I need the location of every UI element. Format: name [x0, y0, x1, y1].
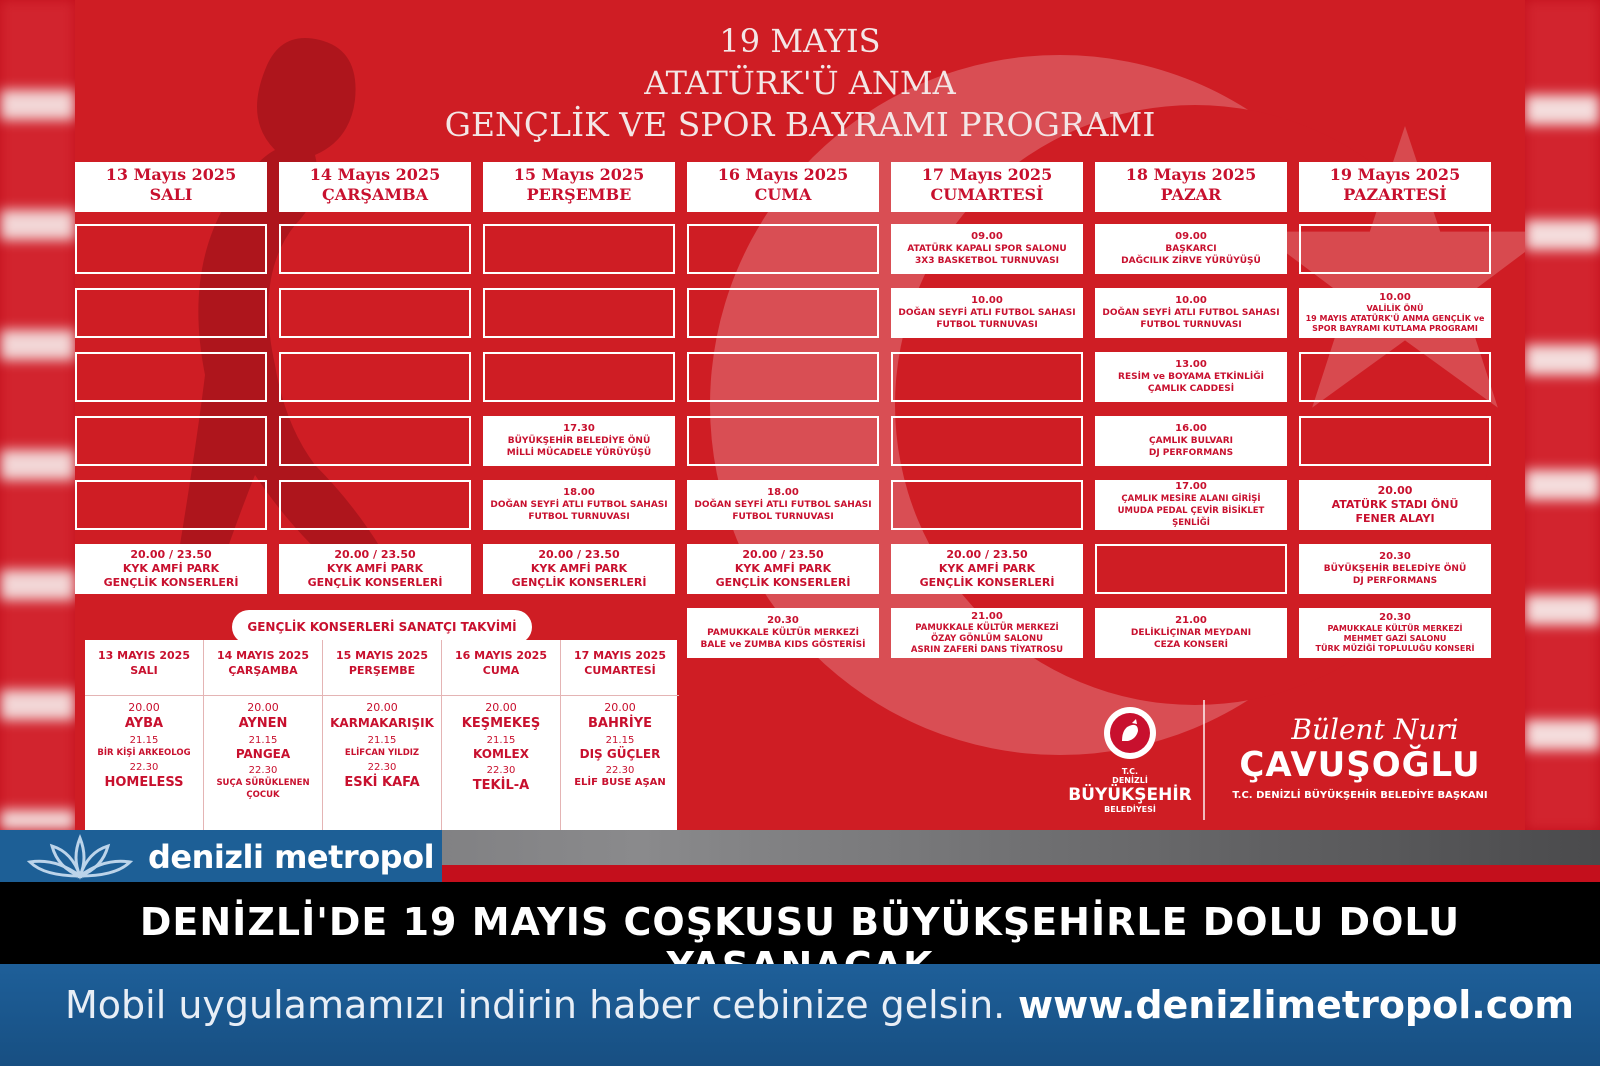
lotus-logo-icon — [25, 832, 135, 880]
schedule-cell-empty — [483, 352, 675, 402]
schedule-cell-empty — [483, 288, 675, 338]
news-headline: DENİZLİ'DE 19 MAYIS COŞKUSU BÜYÜKŞEHİRLE DOLU DOLU — [139, 900, 1461, 944]
schedule-cell-empty — [687, 416, 879, 466]
schedule-cell-empty — [75, 480, 267, 530]
schedule-event: 13.00 RESİM ve BOYAMA ETKİNLİĞİ ÇAMLIK CADDESİ — [1095, 352, 1287, 402]
schedule-cell-empty — [891, 352, 1083, 402]
schedule-event: 17.00 ÇAMLIK MESİRE ALANI GİRİŞİ UMUDA PEDAL ÇEVİR BİSİKLET ŞENLİĞİ — [1095, 480, 1287, 530]
schedule-event: 20.30 PAMUKKALE KÜLTÜR MERKEZİ BALE ve ZUMBA KIDS GÖSTERİSİ — [687, 608, 879, 658]
schedule-cell-empty — [1299, 352, 1491, 402]
schedule-event: 20.00 / 23.50 KYK AMFİ PARK GENÇLİK KONSERLERİ — [687, 544, 879, 594]
schedule-cell-empty — [75, 288, 267, 338]
schedule-cell-empty — [687, 352, 879, 402]
schedule-event: 18.00 DOĞAN SEYFİ ATLI FUTBOL SAHASI FUTBOL TURNUVASI — [483, 480, 675, 530]
schedule-cell-empty — [687, 288, 879, 338]
schedule-cell-empty — [75, 352, 267, 402]
schedule-cell-empty — [687, 224, 879, 274]
schedule-cell-empty — [1299, 224, 1491, 274]
schedule-cell-empty — [75, 416, 267, 466]
day-header: 17 Mayıs 2025 CUMARTESİ — [891, 162, 1083, 212]
artist-column: 13 MAYIS 2025 SALI 20.00 AYBA 21.15 BİR KİŞİ ARKEOLOG 22.30 HOMELESS — [85, 640, 203, 830]
artist-column: 16 MAYIS 2025 CUMA 20.00 KEŞMEKEŞ 21.15 KOMLEX 22.30 TEKİL-A — [442, 640, 560, 830]
schedule-event: 20.00 / 23.50 KYK AMFİ PARK GENÇLİK KONSERLERİ — [483, 544, 675, 594]
schedule-event: 20.00 / 23.50 KYK AMFİ PARK GENÇLİK KONSERLERİ — [279, 544, 471, 594]
schedule-cell-empty — [279, 480, 471, 530]
mayor-surname: ÇAVUŞOĞLU — [1239, 745, 1481, 785]
schedule-cell-empty — [279, 288, 471, 338]
schedule-event: 10.00 DOĞAN SEYFİ ATLI FUTBOL SAHASI FUTBOL TURNUVASI — [1095, 288, 1287, 338]
schedule-event: 10.00 VALİLİK ÖNÜ 19 MAYIS ATATÜRK'Ü ANMA GENÇLİK ve SPOR BAYRAMI KUTLAMA PROGRAMI — [1299, 288, 1491, 338]
schedule-cell-empty — [75, 224, 267, 274]
schedule-event: 09.00 BAŞKARCI DAĞCILIK ZİRVE YÜRÜYÜŞÜ — [1095, 224, 1287, 274]
schedule-cell-empty — [279, 352, 471, 402]
app-promo-text: Mobil uygulamamızı indirin haber cebinize gelsin. — [65, 983, 1006, 1027]
schedule-event: 21.00 PAMUKKALE KÜLTÜR MERKEZİ ÖZAY GÖNLÜM SALONU ASRIN ZAFERİ DANS TİYATROSU — [891, 608, 1083, 658]
website-link[interactable]: www.denizlimetropol.com — [1018, 983, 1574, 1027]
artist-column: 15 MAYIS 2025 PERŞEMBE 20.00 KARMAKARIŞIK 21.15 ELİFCAN YILDIZ 22.30 ESKİ KAFA — [323, 640, 441, 830]
poster-title-line1: 19 MAYIS — [719, 22, 881, 60]
brand-name[interactable]: denizli metropol — [148, 838, 435, 876]
schedule-event: 18.00 DOĞAN SEYFİ ATLI FUTBOL SAHASI FUTBOL TURNUVASI — [687, 480, 879, 530]
artist-schedule-title: GENÇLİK KONSERLERİ SANATÇI TAKVİMİ — [232, 610, 532, 644]
schedule-event: 20.30 PAMUKKALE KÜLTÜR MERKEZİ MEHMET GAZİ SALONU TÜRK MÜZİĞİ TOPLULUĞU KONSERİ — [1299, 608, 1491, 658]
program-poster — [75, 0, 1525, 830]
day-header: 15 Mayıs 2025 PERŞEMBE — [483, 162, 675, 212]
schedule-event: 20.30 BÜYÜKŞEHİR BELEDİYE ÖNÜ DJ PERFORMANS — [1299, 544, 1491, 594]
day-header: 19 Mayıs 2025 PAZARTESİ — [1299, 162, 1491, 212]
blurred-background-right — [1525, 0, 1600, 830]
schedule-event: 20.00 ATATÜRK STADI ÖNÜ FENER ALAYI — [1299, 480, 1491, 530]
day-header: 14 Mayıs 2025 ÇARŞAMBA — [279, 162, 471, 212]
schedule-event: 16.00 ÇAMLIK BULVARI DJ PERFORMANS — [1095, 416, 1287, 466]
schedule-cell-empty — [1095, 544, 1287, 594]
schedule-cell-empty — [483, 224, 675, 274]
mayor-signature: Bülent Nuri — [1291, 713, 1459, 746]
mayor-title: T.C. DENİZLİ BÜYÜKŞEHİR BELEDİYE BAŞKANI — [1232, 790, 1488, 801]
poster-title-line3: GENÇLİK VE SPOR BAYRAMI PROGRAMI — [444, 105, 1156, 144]
artist-column: 17 MAYIS 2025 CUMARTESİ 20.00 BAHRİYE 21.15 DIŞ GÜÇLER 22.30 ELİF BUSE AŞAN — [561, 640, 679, 830]
schedule-cell-empty — [891, 416, 1083, 466]
schedule-event: 09.00 ATATÜRK KAPALI SPOR SALONU 3X3 BASKETBOL TURNUVASI — [891, 224, 1083, 274]
artist-column: 14 MAYIS 2025 ÇARŞAMBA 20.00 AYNEN 21.15 PANGEA 22.30 SUÇA SÜRÜKLENEN ÇOCUK — [204, 640, 322, 830]
municipality-logo: T.C. DENİZLİ BÜYÜKŞEHİR BELEDİYESİ — [1060, 705, 1200, 814]
schedule-cell-empty — [279, 416, 471, 466]
schedule-event: 20.00 / 23.50 KYK AMFİ PARK GENÇLİK KONSERLERİ — [891, 544, 1083, 594]
schedule-event: 10.00 DOĞAN SEYFİ ATLI FUTBOL SAHASI FUTBOL TURNUVASI — [891, 288, 1083, 338]
schedule-cell-empty — [891, 480, 1083, 530]
day-header: 13 Mayıs 2025 SALI — [75, 162, 267, 212]
blurred-background-left — [0, 0, 75, 830]
schedule-event: 21.00 DELİKLİÇINAR MEYDANI CEZA KONSERİ — [1095, 608, 1287, 658]
schedule-cell-empty — [279, 224, 471, 274]
day-header: 18 Mayıs 2025 PAZAR — [1095, 162, 1287, 212]
municipality-seal-icon — [1102, 705, 1158, 761]
schedule-event: 20.00 / 23.50 KYK AMFİ PARK GENÇLİK KONSERLERİ — [75, 544, 267, 594]
schedule-event: 17.30 BÜYÜKŞEHİR BELEDİYE ÖNÜ MİLLİ MÜCADELE YÜRÜYÜŞÜ — [483, 416, 675, 466]
day-header: 16 Mayıs 2025 CUMA — [687, 162, 879, 212]
poster-title-line2: ATATÜRK'Ü ANMA — [644, 64, 956, 102]
schedule-cell-empty — [1299, 416, 1491, 466]
